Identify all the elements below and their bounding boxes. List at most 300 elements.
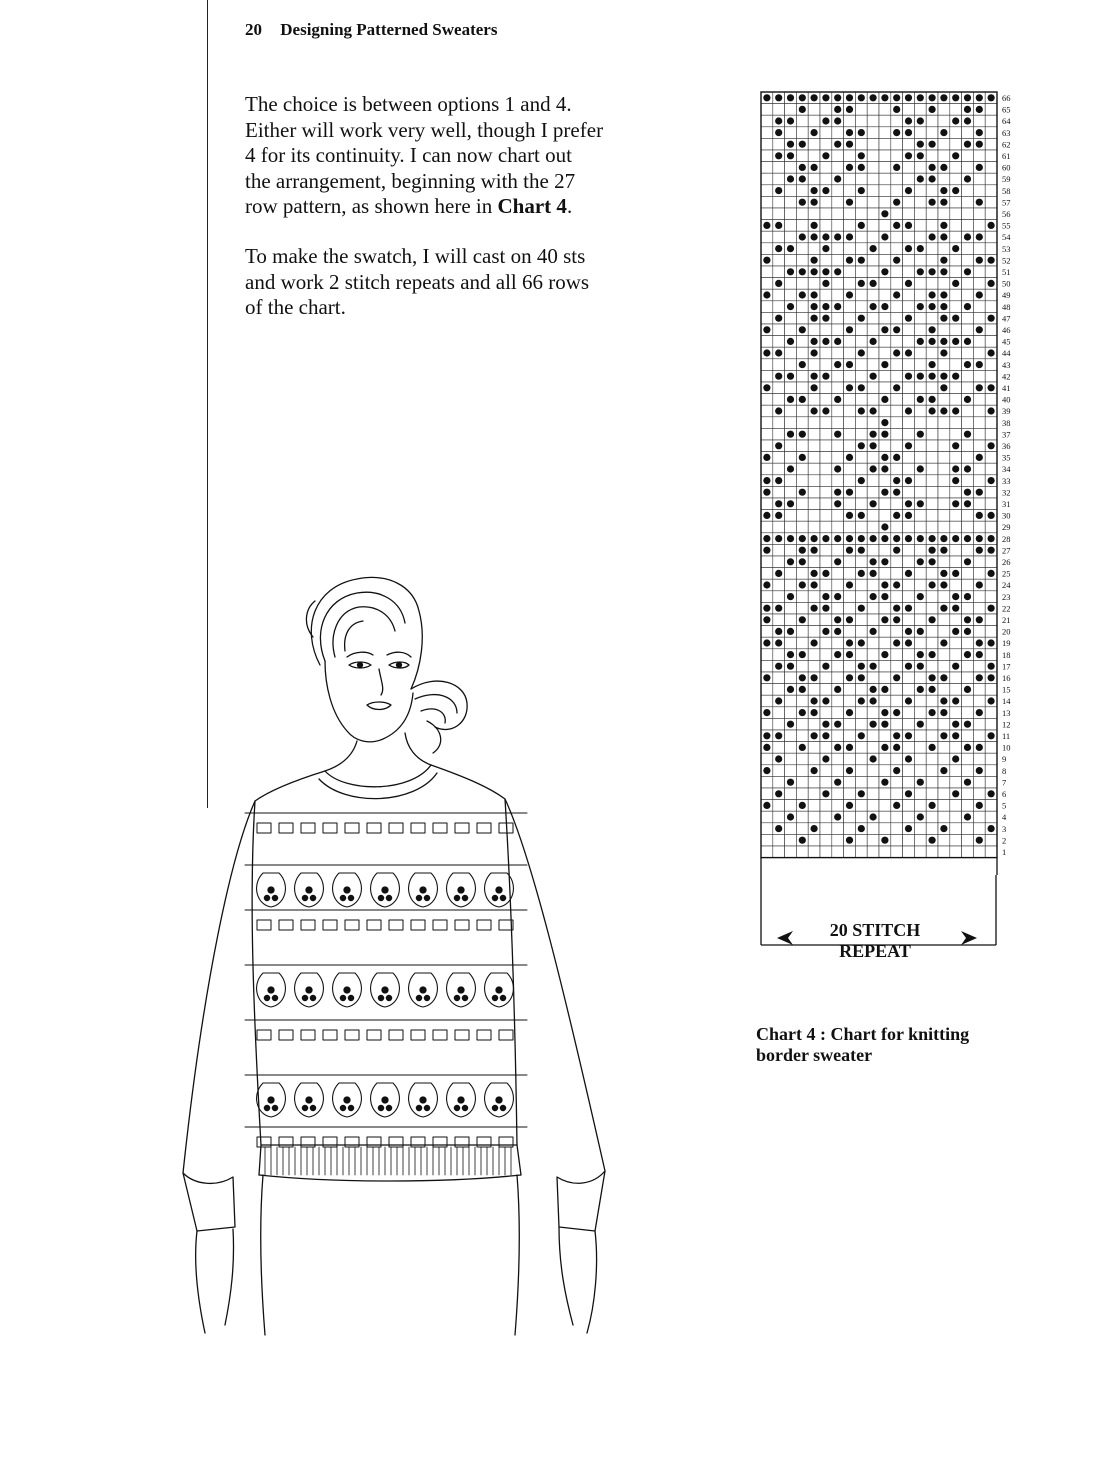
row-number: 12 [1002,719,1011,730]
chart-cell [844,684,856,696]
chart-stitch [881,535,888,542]
chart-cell [973,626,985,638]
chart-cell [926,428,938,440]
chart-cell [962,162,974,174]
chart-cell [914,324,926,336]
chart-stitch [905,442,912,449]
chart-cell [820,823,832,835]
chart-cell [926,591,938,603]
chart-cell [973,811,985,823]
chart-cell [761,463,773,475]
body-paragraph-2 [245,244,589,321]
chart-cell [773,846,785,858]
chart-cell [855,707,867,719]
chart-cell [796,243,808,255]
row-number: 41 [1002,383,1011,393]
row-number: 42 [1002,371,1011,382]
chart-stitch [905,187,912,194]
chart-cell [855,579,867,591]
chart-cell [973,498,985,510]
chart-stitch [870,628,877,635]
chart-cell [820,498,832,510]
chart-cell [962,800,974,812]
chart-stitch [893,535,900,542]
row-number: 18 [1002,649,1011,660]
chart-cell [973,684,985,696]
chart-stitch [858,222,865,229]
chart-stitch [763,384,770,391]
chart-stitch [870,535,877,542]
chart-cell [867,544,879,556]
paragraph-line [245,194,603,220]
chart-stitch [881,616,888,623]
chart-stitch [799,454,806,461]
chart-cell [903,486,915,498]
chart-stitch [988,697,995,704]
paragraph-line: 4 for its continuity. I can now chart out [245,143,572,167]
chart-stitch [775,477,782,484]
chart-cell [808,150,820,162]
chart-cell [973,185,985,197]
chart-stitch [787,152,794,159]
chart-cell [773,104,785,116]
chart-stitch [811,164,818,171]
chart-stitch [952,477,959,484]
chart-stitch [811,233,818,240]
chart-cell [796,382,808,394]
chart-stitch [811,605,818,612]
chart-cell [867,579,879,591]
chart-stitch [811,639,818,646]
chart-cell [891,243,903,255]
chart-cell [832,521,844,533]
chart-cell [914,510,926,522]
chart-cell [867,846,879,858]
row-number: 63 [1002,127,1011,138]
chart-stitch [952,187,959,194]
left-arrow-icon [777,931,793,945]
chart-cell [938,718,950,730]
chart-stitch [775,605,782,612]
neck [325,733,431,771]
chart-stitch [763,802,770,809]
chart-stitch [870,431,877,438]
chart-cell [914,637,926,649]
row-number: 47 [1002,313,1011,324]
chart-stitch [763,674,770,681]
chart-cell [962,220,974,232]
chart-cell [891,823,903,835]
chart-cell [796,463,808,475]
chart-stitch [964,396,971,403]
chart-cell [903,394,915,406]
chart-stitch [881,210,888,217]
chart-cell [903,556,915,568]
chart-stitch [870,593,877,600]
chart-stitch [893,605,900,612]
chart-stitch [929,303,936,310]
chart-cell [973,556,985,568]
chart-stitch [858,384,865,391]
chart-cell [867,347,879,359]
chart-cell [796,765,808,777]
chart-stitch [822,117,829,124]
chart-cell [808,614,820,626]
chart-cell [855,231,867,243]
chart-cell [785,672,797,684]
chart-stitch [799,291,806,298]
chart-stitch [976,651,983,658]
chart-stitch [799,616,806,623]
chart-cell [903,834,915,846]
chart-stitch [787,593,794,600]
chart-stitch [893,732,900,739]
chart-stitch [834,465,841,472]
chart-stitch [775,639,782,646]
chart-cell [832,800,844,812]
chart-cell [926,730,938,742]
chart-cell [761,440,773,452]
chart-stitch [917,628,924,635]
chart-cell [796,695,808,707]
chart-stitch [811,257,818,264]
chart-cell [832,196,844,208]
chart-cell [950,707,962,719]
chart-stitch [893,477,900,484]
row-number: 35 [1002,452,1011,463]
chart-cell [879,405,891,417]
chart-cell [796,417,808,429]
chart-cell [962,823,974,835]
chart-cell [855,556,867,568]
chart-cell [785,544,797,556]
paragraph-text: . [566,194,573,218]
row-number: 7 [1002,777,1007,788]
chart-cell [973,463,985,475]
chart-cell [761,753,773,765]
chart-cell [820,765,832,777]
chart-cell [903,324,915,336]
chart-cell [761,162,773,174]
chart-cell [891,776,903,788]
chart-stitch [964,489,971,496]
chart-stitch [870,94,877,101]
chart-stitch [811,303,818,310]
chart-cell [796,115,808,127]
chart-stitch [905,222,912,229]
chart-stitch [799,106,806,113]
chart-stitch [822,570,829,577]
chart-cell [773,324,785,336]
chart-cell [950,486,962,498]
chart-stitch [787,628,794,635]
chart-stitch [763,291,770,298]
chart-stitch [881,326,888,333]
chart-stitch [834,338,841,345]
chart-cell [879,278,891,290]
row-number: 19 [1002,638,1011,649]
chart-cell [832,788,844,800]
chart-stitch [988,663,995,670]
chart-cell [808,208,820,220]
chart-cell [938,463,950,475]
chart-cell [985,301,997,313]
chart-cell [832,370,844,382]
chart-cell [808,776,820,788]
chart-cell [820,173,832,185]
row-number: 24 [1002,580,1011,591]
chart-stitch [929,268,936,275]
chart-cell [973,220,985,232]
chart-cell [855,370,867,382]
chart-cell [773,800,785,812]
chart-stitch [846,802,853,809]
chart-stitch [929,558,936,565]
chart-cell [761,150,773,162]
chart-stitch [775,535,782,542]
row-number: 55 [1002,220,1011,231]
chart-cell [914,834,926,846]
chart-cell [962,312,974,324]
chart-cell [985,626,997,638]
chart-cell [962,150,974,162]
chart-stitch [881,361,888,368]
chart-stitch [976,744,983,751]
chart-cell [891,846,903,858]
chart-stitch [976,581,983,588]
chart-cell [926,208,938,220]
chart-cell [808,800,820,812]
chart-cell [808,649,820,661]
chart-cell [926,718,938,730]
chart-cell [903,266,915,278]
chart-stitch [775,315,782,322]
chart-stitch [976,291,983,298]
chart-cell [773,776,785,788]
chart-stitch [988,674,995,681]
chart-stitch [822,628,829,635]
chart-cell [914,208,926,220]
chart-cell [926,498,938,510]
chart-stitch [952,732,959,739]
chart-cell [761,115,773,127]
chart-stitch [881,465,888,472]
chart-cell [973,823,985,835]
chart-cell [891,556,903,568]
chart-stitch [929,744,936,751]
chart-stitch [893,106,900,113]
chart-stitch [858,280,865,287]
chart-stitch [846,639,853,646]
chart-stitch [870,338,877,345]
chart-cell [832,510,844,522]
chart-cell [867,173,879,185]
chart-cell [950,544,962,556]
chart-cell [962,846,974,858]
chart-cell [855,336,867,348]
row-number: 46 [1002,325,1011,335]
chart-cell [926,602,938,614]
chart-stitch [893,709,900,716]
chart-cell [950,811,962,823]
chart-cell [950,428,962,440]
chart-cell [855,208,867,220]
chart-cell [796,510,808,522]
chart-stitch [787,558,794,565]
chart-cell [773,417,785,429]
chart-cell [879,498,891,510]
chart-cell [785,440,797,452]
chart-cell [973,753,985,765]
chart-cell [785,486,797,498]
chart-stitch [846,489,853,496]
chart-cell [926,823,938,835]
chart-cell [761,521,773,533]
chart-cell [973,695,985,707]
chart-stitch [929,616,936,623]
chart-cell [844,788,856,800]
chart-cell [867,127,879,139]
chart-cell [855,521,867,533]
chart-cell [808,626,820,638]
chart-cell [914,475,926,487]
chart-cell [867,521,879,533]
chart-cell [914,753,926,765]
chart-cell [926,220,938,232]
chart-stitch [893,94,900,101]
chart-cell [914,568,926,580]
row-number: 58 [1002,185,1011,196]
chart-stitch [858,605,865,612]
chart-stitch [822,280,829,287]
row-number: 39 [1002,406,1011,417]
chart-cell [950,266,962,278]
chart-cell [855,753,867,765]
chart-cell [938,150,950,162]
chart-stitch [929,199,936,206]
chart-stitch [775,222,782,229]
chart-cell [785,254,797,266]
chart-cell [820,254,832,266]
chart-cell [820,127,832,139]
chart-cell [796,637,808,649]
chart-cell [844,278,856,290]
chart-stitch [811,373,818,380]
chart-stitch [870,721,877,728]
chart-stitch [893,222,900,229]
chart-cell [820,684,832,696]
chart-cell [773,359,785,371]
chart-stitch [929,802,936,809]
chart-stitch [858,674,865,681]
chart-stitch [976,454,983,461]
chart-cell [962,544,974,556]
chart-stitch [763,454,770,461]
chart-stitch [905,535,912,542]
chart-cell [926,127,938,139]
chart-cell [855,834,867,846]
chart-cell [785,417,797,429]
chart-cell [962,765,974,777]
chart-cell [844,626,856,638]
chart-cell [820,104,832,116]
chart-cell [985,614,997,626]
chart-stitch [905,639,912,646]
chart-stitch [799,141,806,148]
chart-stitch [811,570,818,577]
chart-cell [796,718,808,730]
chart-stitch [787,396,794,403]
chart-stitch [822,721,829,728]
chart-cell [844,312,856,324]
chart-cell [867,312,879,324]
row-number: 25 [1002,568,1011,579]
chart-cell [938,753,950,765]
chart-cell [879,811,891,823]
chart-stitch [881,94,888,101]
chart-stitch [870,570,877,577]
chart-stitch [834,233,841,240]
chart-cell [773,672,785,684]
chart-cell [855,765,867,777]
chart-cell [820,347,832,359]
chart-cell [891,440,903,452]
row-number: 5 [1002,800,1007,811]
chart-cell [938,440,950,452]
chart-cell [938,800,950,812]
chart-cell [985,127,997,139]
chart-cell [761,684,773,696]
chart-cell [785,405,797,417]
chart-cell [832,382,844,394]
chart-cell [950,324,962,336]
chart-cell [938,324,950,336]
chart-cell [773,614,785,626]
chart-stitch [905,315,912,322]
chart-cell [962,185,974,197]
paragraph-line: the arrangement, beginning with the 27 [245,168,576,193]
chart-cell [914,823,926,835]
chart-stitch [799,268,806,275]
chart-stitch [952,407,959,414]
row-number: 45 [1002,336,1011,347]
row-number: 43 [1002,359,1011,370]
chart-stitch [940,709,947,716]
chart-stitch [822,605,829,612]
chart-stitch [893,616,900,623]
chart-stitch [988,349,995,356]
chart-cell [808,104,820,116]
chart-stitch [822,315,829,322]
chart-stitch [787,373,794,380]
chart-stitch [964,106,971,113]
chart-stitch [799,489,806,496]
chart-cell [891,417,903,429]
chart-cell [903,684,915,696]
chart-stitch [846,129,853,136]
chart-stitch [964,744,971,751]
chart-stitch [929,674,936,681]
chart-stitch [917,500,924,507]
chart-stitch [763,94,770,101]
chart-stitch [822,338,829,345]
chart-stitch [787,813,794,820]
chart-cell [903,649,915,661]
chart-stitch [787,779,794,786]
chart-cell [867,394,879,406]
row-number: 11 [1002,731,1011,741]
chart-cell [950,452,962,464]
